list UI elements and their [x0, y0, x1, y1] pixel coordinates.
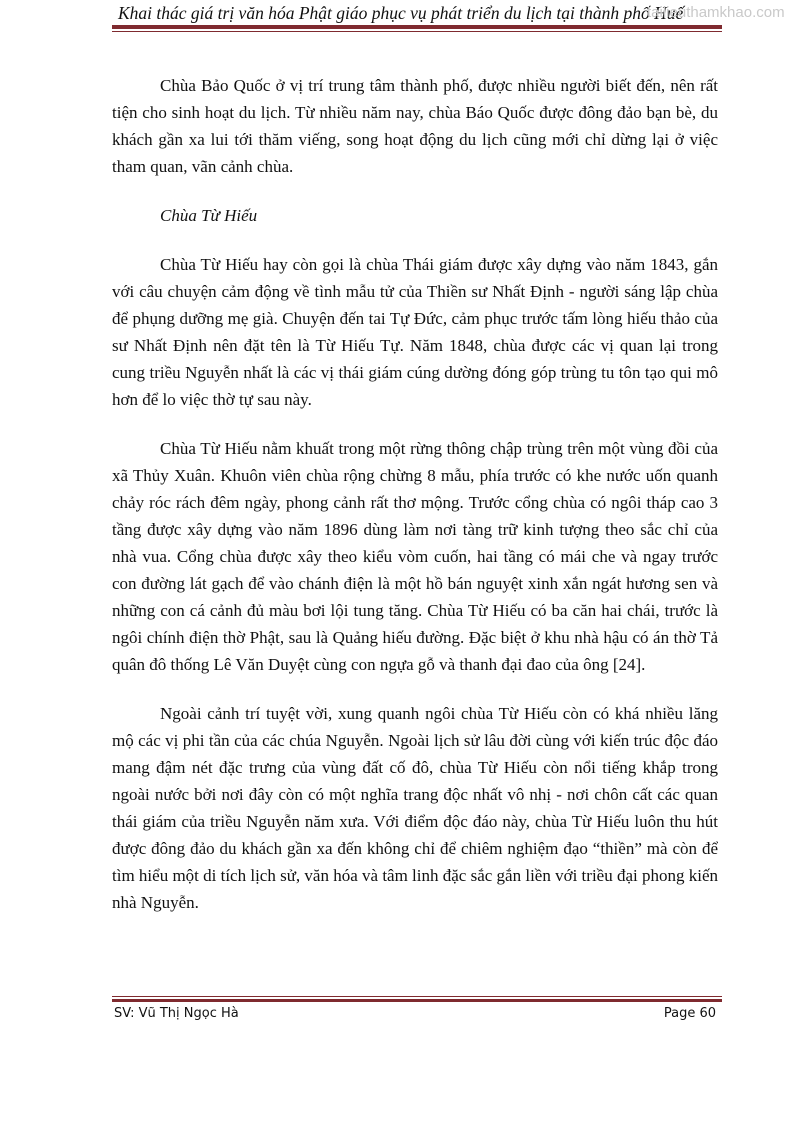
header-rule-thin [112, 31, 722, 32]
header-title: Khai thác giá trị văn hóa Phật giáo phục vụ phát triển du lịch tại thành phố Huế [118, 3, 684, 23]
paragraph: Chùa Từ Hiếu hay còn gọi là chùa Thái giám được xây dựng vào năm 1843, gắn với câu chuyện cảm động về tình mẫu tử của Thiền sư Nhất Định - người sáng lập chùa để phụng dưỡng mẹ già. Chuyện đến tai Tự Đức, cảm phục trước tấm lòng hiếu thảo của sư Nhất Định nên đặt tên là Từ Hiếu Tự. Năm 1848, chùa được các vị quan lại trong cung triều Nguyễn nhất là các vị thái giám cúng dường đóng góp trùng tu tôn tạo qui mô hơn để lo việc thờ tự sau này. [112, 255, 718, 409]
page-number: Page 60 [663, 1006, 716, 1021]
page-footer [112, 996, 722, 1036]
paragraph: Chùa Từ Hiếu nằm khuất trong một rừng thông chập trùng trên một vùng đồi của xã Thủy Xuân. Khuôn viên chùa rộng chừng 8 mẫu, phía trước có khe nước uốn quanh chảy róc rách đêm ngày, phong cảnh rất thơ mộng. Trước cổng chùa có ngôi tháp cao 3 tầng được xây dựng vào năm 1896 dùng làm nơi tàng trữ kinh tượng theo sắc chỉ của nhà vua. Cổng chùa được xây theo kiểu vòm cuốn, hai tầng có mái che và ngay trước con đường lát gạch để vào chánh điện là một hồ bán nguyệt xinh xắn ngát hương sen và những con cá cảnh đủ màu bơi lội tung tăng. Chùa Từ Hiếu có ba căn hai chái, trước là ngôi chính điện thờ Phật, sau là Quảng hiếu đường. Đặc biệt ở khu nhà hậu có án thờ Tả quân đô thống Lê Văn Duyệt cùng con ngựa gỗ và thanh đại đao của ông [24]. [112, 439, 718, 674]
footer-rule-thin [112, 996, 722, 997]
paragraph: Chùa Bảo Quốc ở vị trí trung tâm thành phố, được nhiều người biết đến, nên rất tiện cho sinh hoạt du lịch. Từ nhiều năm nay, chùa Báo Quốc được đông đảo bạn bè, du khách gần xa lui tới thăm viếng, song hoạt động du lịch cũng mới chỉ dừng lại ở việc tham quan, vãn cảnh chùa. [112, 76, 718, 176]
page-header [112, 0, 785, 36]
section-heading: Chùa Từ Hiếu [160, 206, 258, 225]
page-body [112, 72, 718, 938]
footer-rule [112, 999, 722, 1002]
header-rule [112, 25, 722, 29]
footer-author: SV: Vũ Thị Ngọc Hà [114, 1006, 239, 1021]
paragraph: Ngoài cảnh trí tuyệt vời, xung quanh ngôi chùa Từ Hiếu còn có khá nhiều lăng mộ các vị phi tần của các chúa Nguyễn. Ngoài lịch sử lâu đời cùng với kiến trúc độc đáo mang đậm nét đặc trưng của vùng đất cố đô, chùa Từ Hiếu còn nổi tiếng khắp trong ngoài nước bởi nơi đây còn có một nghĩa trang độc nhất vô nhị - nơi chôn cất các quan thái giám của triều Nguyễn năm xưa. Với điểm độc đáo này, chùa Từ Hiếu luôn thu hút được đông đảo du khách gần xa đến không chỉ để chiêm nghiệm đạo “thiền” mà còn để tìm hiểu một di tích lịch sử, văn hóa và tâm linh đặc sắc gắn liền với triều đại phong kiến nhà Nguyễn. [112, 704, 718, 912]
watermark: tailieuthamkhao.com [647, 4, 785, 21]
